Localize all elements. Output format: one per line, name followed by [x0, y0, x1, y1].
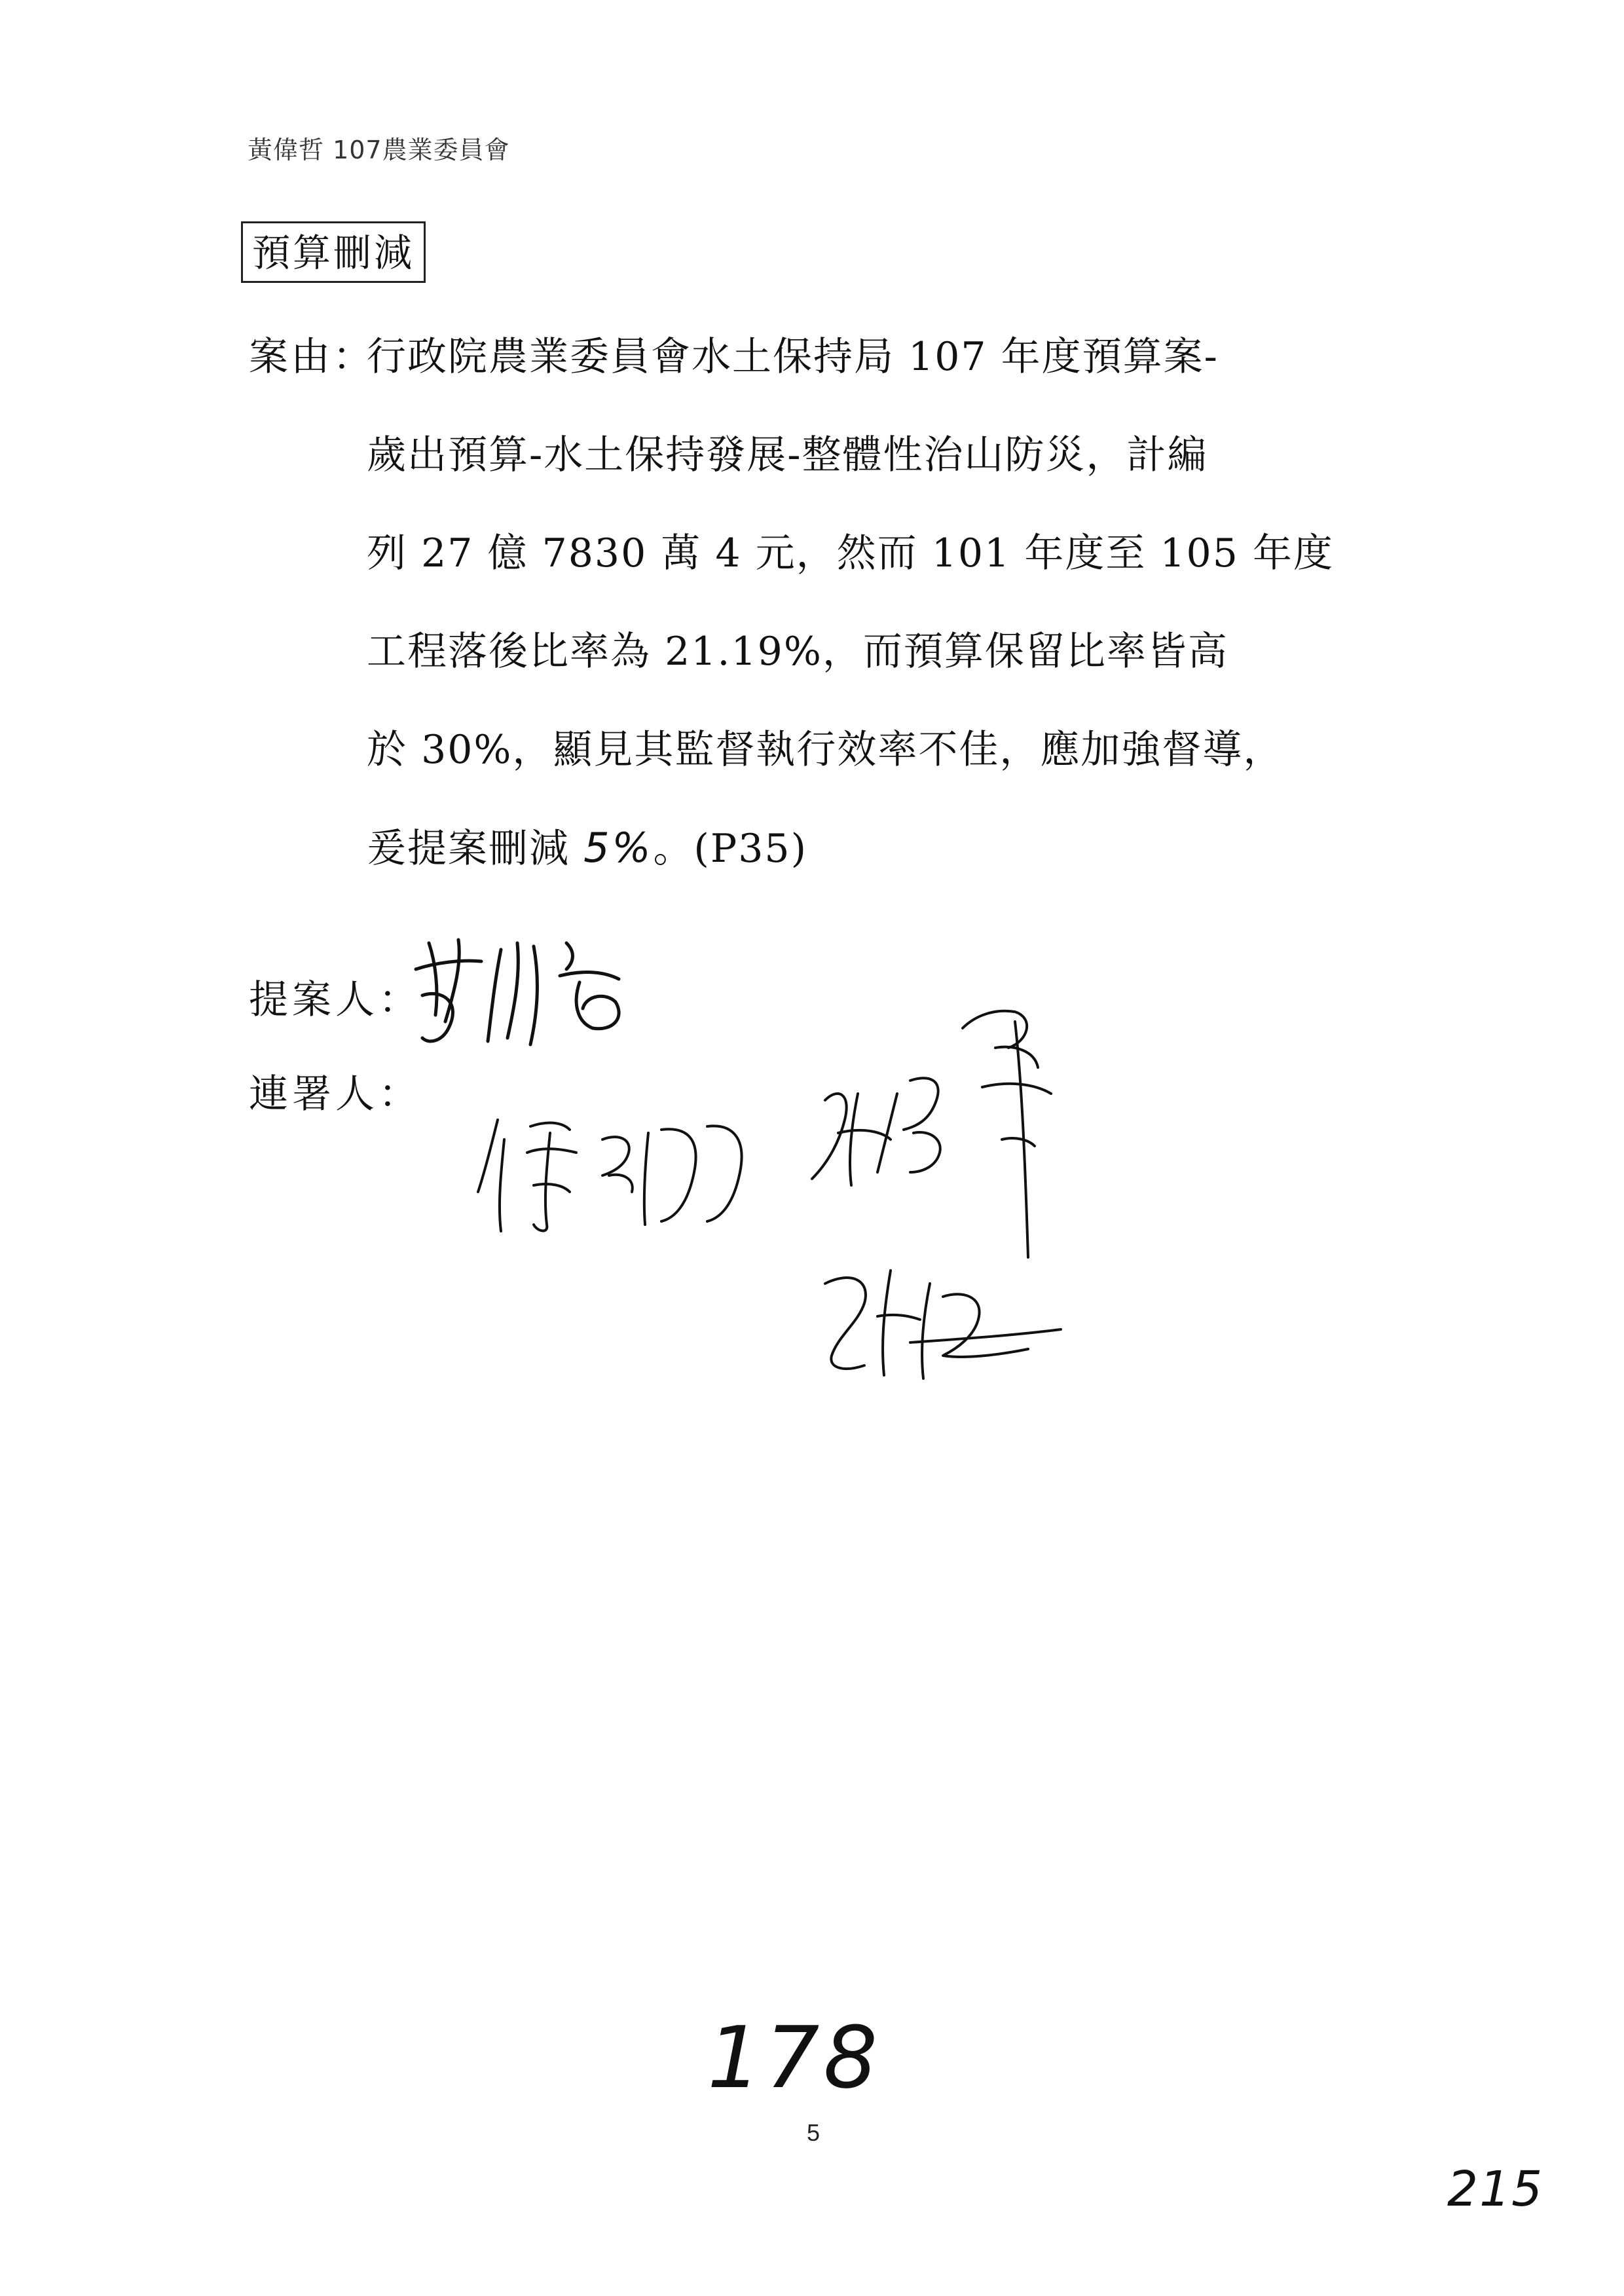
document-header: 黃偉哲 107農業委員會	[248, 136, 510, 164]
reason-line-last	[367, 823, 1388, 921]
reason-line: 列 27 億 7830 萬 4 元，然而 101 年度至 105 年度	[367, 530, 1334, 576]
cosigner-signature-1	[471, 1100, 760, 1244]
reason-line: 行政院農業委員會水土保持局 107 年度預算案-	[367, 334, 1219, 380]
reason-label: 案由：	[249, 334, 375, 380]
cosigner-signature-2	[799, 982, 1113, 1284]
handwritten-amount: 5%	[583, 824, 654, 872]
boxed-title: 預算刪減	[241, 221, 426, 283]
proposer-signature	[409, 923, 645, 1054]
page-number: 5	[807, 2119, 821, 2146]
reason-line: 工程落後比率為 21.19%，而預算保留比率皆高	[367, 629, 1228, 675]
reason-line: 歲出預算-水土保持發展-整體性治山防災，計編	[367, 432, 1208, 478]
cosigner-signature-3	[812, 1257, 1074, 1388]
reason-line-text: 爰提案刪減	[367, 826, 570, 872]
reason-tail: 。(P35)	[653, 826, 807, 872]
proposer-label: 提案人：	[249, 977, 422, 1023]
handwritten-number: 178	[707, 2008, 882, 2107]
corner-number: 215	[1447, 2161, 1544, 2217]
reason-line: 於 30%，顯見其監督執行效率不佳，應加強督導，	[367, 727, 1284, 773]
reason-body	[367, 331, 1388, 921]
cosigners-label: 連署人：	[249, 1071, 422, 1117]
